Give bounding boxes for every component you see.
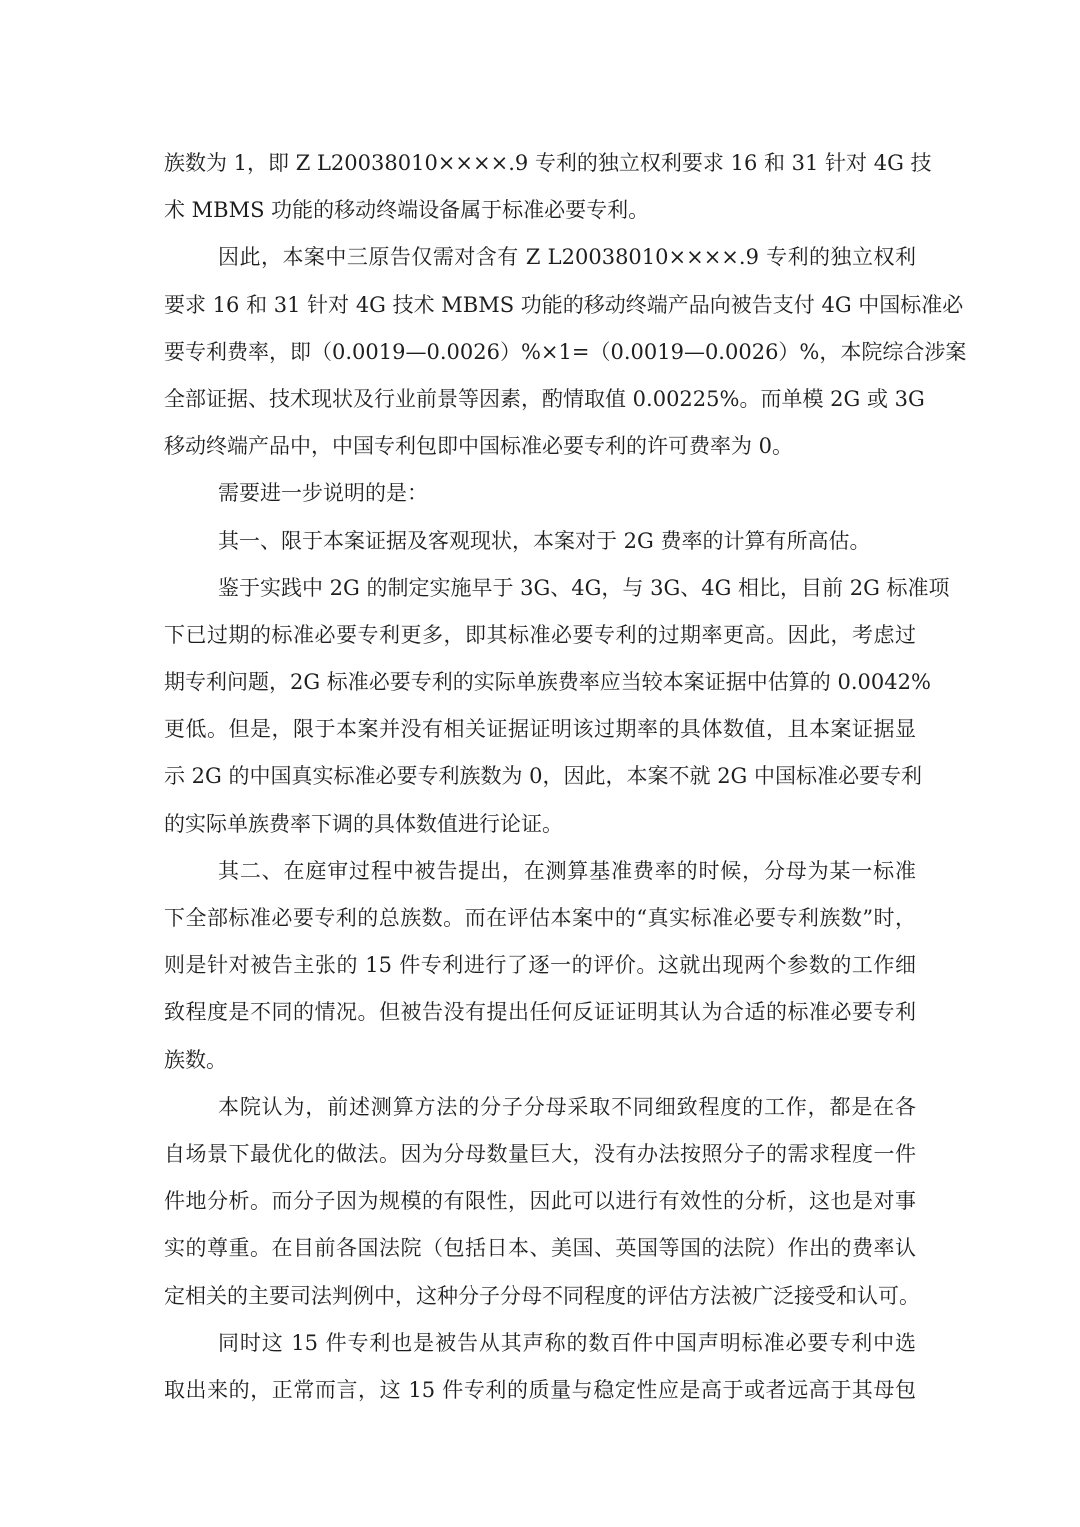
text-line: 全部证据、技术现状及行业前景等因素，酌情取值 0.00225%。而单模 2G 或 3G [164,386,925,411]
text-line: 需要进一步说明的是： [218,481,428,506]
text-line: 本院认为，前述测算方法的分子分母采取不同细致程度的工作，都是在各 [218,1094,916,1119]
text-line: 更低。但是，限于本案并没有相关证据证明该过期率的具体数值，且本案证据显 [164,717,916,742]
text-line: 同时这 15 件专利也是被告从其声称的数百件中国声明标准必要专利中选 [218,1330,916,1355]
text-line: 族数。 [164,1047,227,1072]
text-line: 则是针对被告主张的 15 件专利进行了逐一的评价。这就出现两个参数的工作细 [164,953,916,978]
text-line: 自场景下最优化的做法。因为分母数量巨大，没有办法按照分子的需求程度一件 [164,1141,916,1166]
text-line: 实的尊重。在目前各国法院（包括日本、美国、英国等国的法院）作出的费率认 [164,1236,916,1261]
text-line: 要求 16 和 31 针对 4G 技术 MBMS 功能的移动终端产品向被告支付 4G 中国标准必 [164,292,964,317]
text-line: 取出来的，正常而言，这 15 件专利的质量与稳定性应是高于或者远高于其母包 [164,1377,916,1402]
text-line: 鉴于实践中 2G 的制定实施早于 3G、4G，与 3G、4G 相比，目前 2G 标准项 [218,575,950,600]
text-line: 下全部标准必要专利的总族数。而在评估本案中的“真实标准必要专利族数”时， [164,906,916,930]
text-line: 因此，本案中三原告仅需对含有 Z L20038010××××.9 专利的独立权利 [218,245,916,270]
text-line: 其一、限于本案证据及客观现状，本案对于 2G 费率的计算有所高估。 [218,528,871,553]
text-line: 族数为 1，即 Z L20038010××××.9 专利的独立权利要求 16 和 31 针对 4G 技 [164,151,932,175]
text-line: 术 MBMS 功能的移动终端设备属于标准必要专利。 [164,198,650,223]
text-line: 移动终端产品中，中国专利包即中国标准必要专利的许可费率为 0。 [164,434,794,459]
text-line: 定相关的主要司法判例中，这种分子分母不同程度的评估方法被广泛接受和认可。 [164,1283,920,1308]
text-line: 要专利费率，即（0.0019—0.0026）%×1=（0.0019—0.0026）%，本院综合涉案 [164,339,967,364]
text-line: 期专利问题，2G 标准必要专利的实际单族费率应当较本案证据中估算的 0.0042% [164,670,931,695]
text-line: 的实际单族费率下调的具体数值进行论证。 [164,811,563,836]
text-line: 下已过期的标准必要专利更多，即其标准必要专利的过期率更高。因此，考虑过 [164,622,916,647]
document-body [164,140,967,1414]
text-line: 其二、在庭审过程中被告提出，在测算基准费率的时候，分母为某一标准 [218,858,916,883]
text-line: 致程度是不同的情况。但被告没有提出任何反证证明其认为合适的标准必要专利 [164,1000,916,1025]
text-line: 示 2G 的中国真实标准必要专利族数为 0，因此，本案不就 2G 中国标准必要专利 [164,764,923,789]
text-line: 件地分析。而分子因为规模的有限性，因此可以进行有效性的分析，这也是对事 [164,1189,916,1214]
